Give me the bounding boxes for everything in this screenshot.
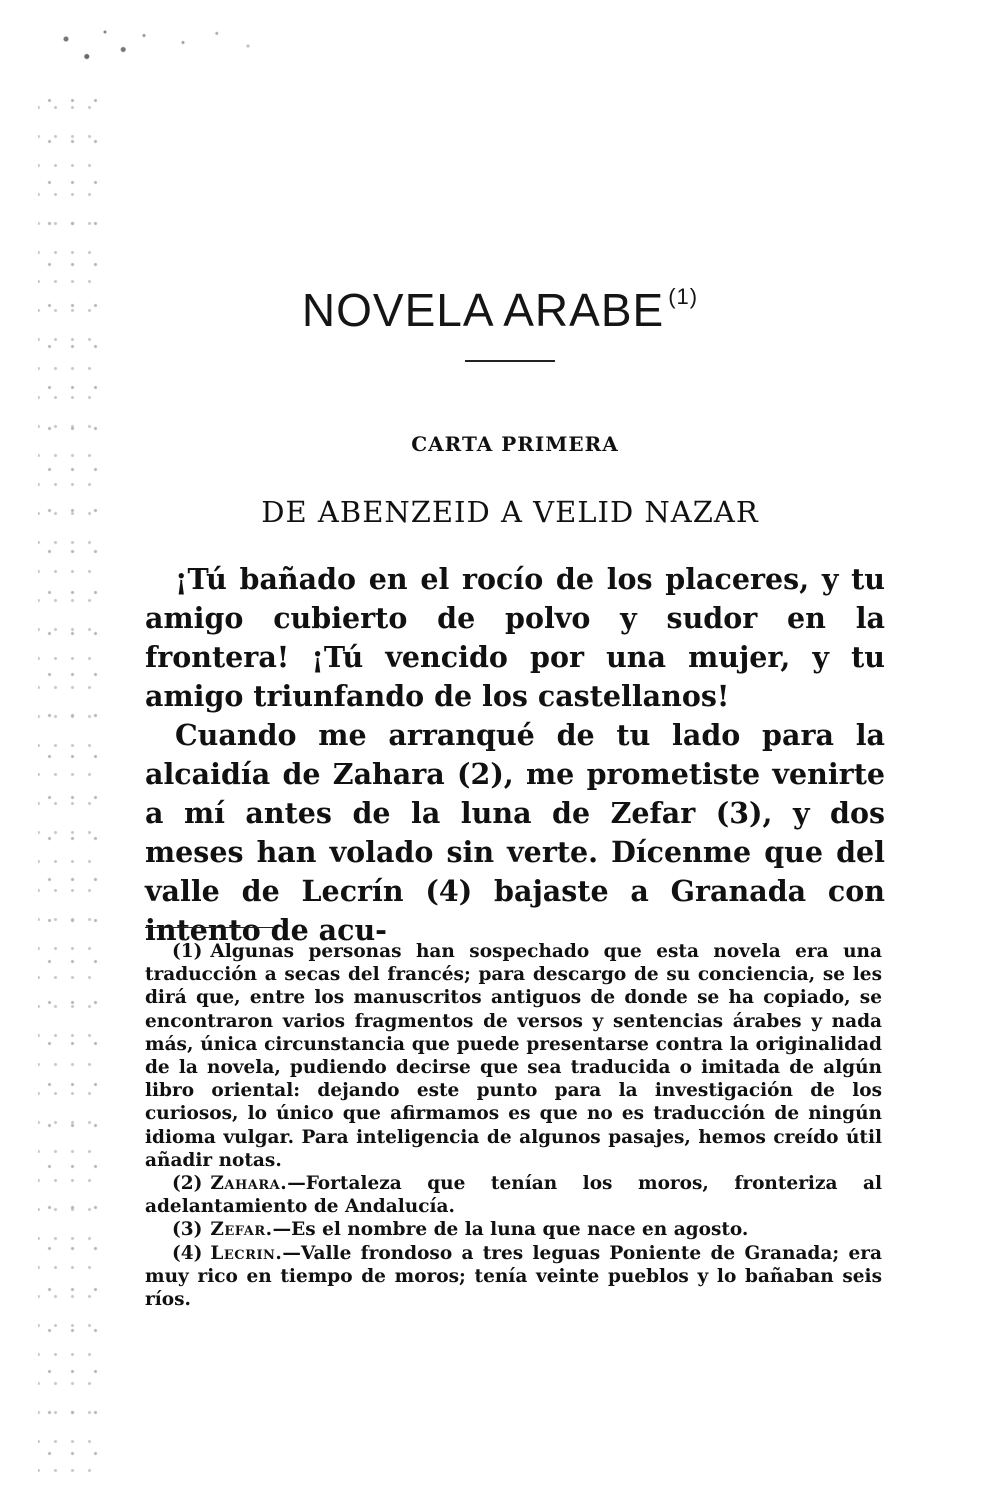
body-text: [145, 560, 885, 950]
footnote-3: [145, 1218, 882, 1241]
footnote-number: (2): [172, 1173, 203, 1195]
title-divider: [465, 360, 555, 362]
footnote-number: (4): [172, 1242, 203, 1264]
footnote-4: [145, 1242, 882, 1312]
footnote-2: [145, 1172, 882, 1218]
footnote-term: Zefar.: [210, 1219, 273, 1241]
footnotes: [145, 940, 882, 1311]
footnote-term: Zahara.: [210, 1173, 288, 1195]
footnote-term: Lecrin.: [210, 1242, 283, 1264]
footnote-divider: [145, 927, 273, 928]
title-footnote-ref: (1): [668, 284, 699, 309]
footnote-number: (1): [172, 941, 203, 962]
footnote-text: —Valle frondoso a tres leguas Poniente de Granada; era muy rico en tiempo de moros; tenía veinte pueblos y lo bañaban seis ríos.: [145, 1242, 882, 1311]
body-paragraph: ¡Tú bañado en el rocío de los placeres, y tu amigo cubierto de polvo y sudor en la frontera! ¡Tú vencido por una mujer, y tu amigo triunfando de los castellanos!: [145, 562, 885, 713]
footnote-number: (3): [172, 1219, 203, 1241]
scan-noise-top: [40, 18, 300, 88]
page-title-text: NOVELA ARABE: [301, 284, 665, 336]
letter-label: CARTA PRIMERA: [411, 432, 619, 456]
letter-heading: DE ABENZEID A VELID NAZAR: [261, 495, 759, 529]
footnote-text: —Es el nombre de la luna que nace en agosto.: [272, 1219, 749, 1241]
page-title: [0, 283, 1000, 337]
footnote-text: —Fortaleza que tenían los moros, fronteriza al adelantamiento de Andalucía.: [145, 1173, 882, 1218]
body-paragraph: Cuando me arranqué de tu lado para la alcaidía de Zahara (2), me prometiste venirte a mí antes de la luna de Zefar (3), y dos meses han volado sin verte. Dícenme que del valle de Lecrín (4) bajaste a Granada con intento de acu-: [145, 718, 885, 947]
footnote-1: [145, 940, 882, 1172]
footnote-text: Algunas personas han sospechado que esta novela era una traducción a secas del francés; para descargo de su conciencia, se les dirá que, entre los manuscritos antiguos de donde se ha copiado, se encontraron varios fragmentos de versos y sentencias árabes y nada más, única circunstancia que puede presentarse contra la originalidad de la novela, pudiendo decirse que sea traducida o imitada de algún libro oriental: dejando este punto para la investigación de los curiosos, lo único que afirmamos es que no es traducción de ningún idioma vulgar. Para inteligencia de algunos pasajes, hemos creído útil añadir notas.: [145, 941, 882, 1171]
